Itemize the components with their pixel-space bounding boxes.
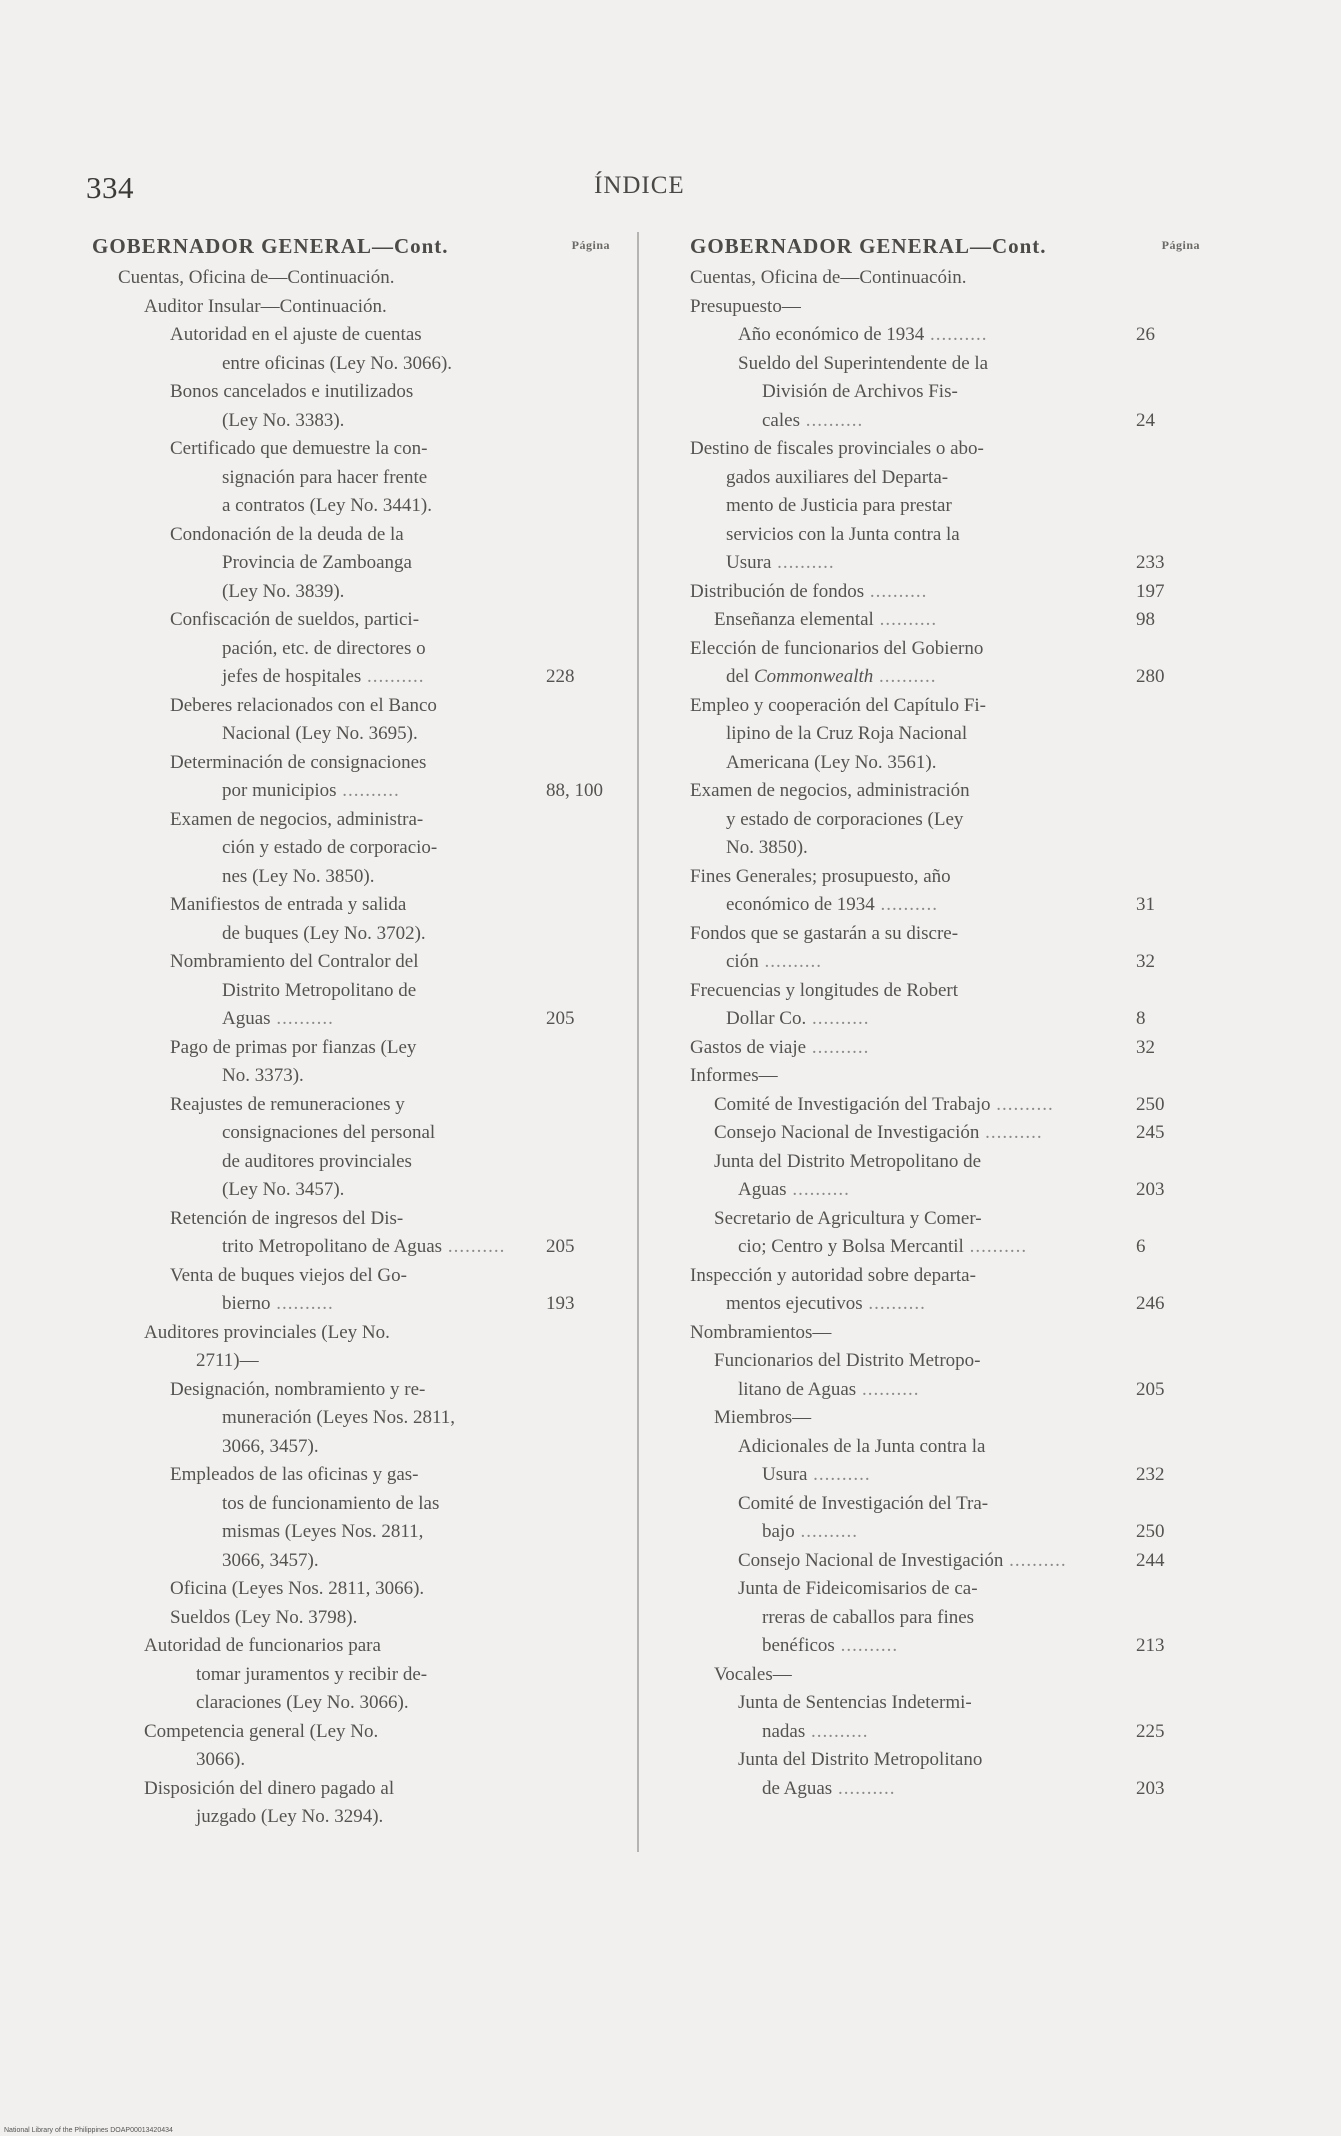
entry-line: ción .......... <box>726 951 822 972</box>
left-column <box>92 234 610 1832</box>
left-index-entry <box>92 1376 536 1462</box>
entry-line: Cuentas, Oficina de—Continuación. <box>118 267 395 288</box>
page-reference: 205 <box>546 1008 575 1029</box>
page-reference: 32 <box>1136 951 1155 972</box>
entry-line: Distrito Metropolitano de <box>222 979 417 1001</box>
entry-line: por municipios .......... <box>222 780 400 801</box>
right-index-entry <box>690 1148 1165 1205</box>
left-index-entry <box>92 1262 575 1319</box>
entry-line: lipino de la Cruz Roja Nacional <box>726 723 968 744</box>
entry-line: Usura .......... <box>762 1464 871 1485</box>
page-reference: 232 <box>1136 1464 1165 1485</box>
right-entry-list <box>690 264 1200 1803</box>
leader-dots: .......... <box>361 666 425 687</box>
right-index-entry <box>690 1062 1126 1091</box>
entry-line: del Commonwealth .......... <box>726 666 937 687</box>
entry-line: Autoridad de funcionarios para <box>144 1635 381 1656</box>
entry-line: juzgado (Ley No. 3294). <box>196 1806 384 1827</box>
page-reference: 197 <box>1136 580 1165 602</box>
page-number: 334 <box>86 170 134 205</box>
right-index-entry <box>690 1433 1165 1490</box>
entry-line: (Ley No. 3457). <box>222 1179 345 1200</box>
left-index-entry <box>92 1604 536 1633</box>
entry-line: Pago de primas por fianzas (Ley <box>170 1036 417 1058</box>
entry-line: Venta de buques viejos del Go- <box>170 1264 407 1286</box>
right-heading-text: GOBERNADOR GENERAL—Cont. <box>690 234 1047 258</box>
entry-line: Informes— <box>690 1065 778 1086</box>
left-index-entry <box>92 264 536 293</box>
column-divider <box>637 232 639 1852</box>
leader-dots: .......... <box>805 1720 869 1742</box>
leader-dots: .......... <box>270 1293 334 1314</box>
right-index-entry <box>690 293 1126 322</box>
leader-dots: .......... <box>806 1008 870 1029</box>
entry-line: Disposición del dinero pagado al <box>144 1777 395 1799</box>
entry-line: de auditores provinciales <box>222 1150 412 1172</box>
entry-line: Dollar Co. .......... <box>726 1008 870 1029</box>
right-index-entry <box>690 578 1165 607</box>
page-reference: 213 <box>1136 1635 1165 1656</box>
entry-line: Aguas .......... <box>222 1008 334 1029</box>
entry-line: servicios con la Junta contra la <box>726 523 960 545</box>
entry-line: Junta del Distrito Metropolitano de <box>714 1150 982 1172</box>
entry-line: Manifiestos de entrada y salida <box>170 894 407 915</box>
entry-line: Junta de Sentencias Indetermi- <box>738 1692 972 1713</box>
leader-dots: .......... <box>806 1036 870 1058</box>
page-reference: 31 <box>1136 894 1155 915</box>
entry-line: signación para hacer frente <box>222 466 428 488</box>
entry-line: Usura .......... <box>726 552 835 573</box>
leader-dots: .......... <box>758 951 822 972</box>
entry-line: a contratos (Ley No. 3441). <box>222 495 432 516</box>
page-reference: 250 <box>1136 1093 1165 1115</box>
right-index-entry <box>690 321 1155 350</box>
entry-line: Consejo Nacional de Investigación .......... <box>714 1122 1043 1143</box>
right-index-entry <box>690 1262 1165 1319</box>
left-heading-text: GOBERNADOR GENERAL—Cont. <box>92 234 449 258</box>
entry-line: Autoridad en el ajuste de cuentas <box>170 324 422 345</box>
entry-line: Auditor Insular—Continuación. <box>144 295 387 317</box>
entry-line: 3066). <box>196 1749 246 1770</box>
running-head: ÍNDICE <box>594 172 685 199</box>
entry-line: gados auxiliares del Departa- <box>726 466 949 488</box>
page-reference: 205 <box>546 1236 575 1257</box>
leader-dots: .......... <box>832 1777 896 1799</box>
right-index-entry <box>690 1746 1165 1803</box>
entry-line: Deberes relacionados con el Banco <box>170 694 437 716</box>
entry-line: Año económico de 1934 .......... <box>738 324 988 345</box>
page-reference: 203 <box>1136 1777 1165 1799</box>
entry-line: Examen de negocios, administra- <box>170 808 424 830</box>
right-column-heading <box>690 234 1200 264</box>
entry-line: Competencia general (Ley No. <box>144 1720 379 1742</box>
entry-line: litano de Aguas .......... <box>738 1378 920 1400</box>
entry-line: Consejo Nacional de Investigación .......... <box>738 1549 1067 1571</box>
entry-line: rreras de caballos para fines <box>762 1606 975 1628</box>
right-index-entry <box>690 1319 1126 1348</box>
entry-line: Reajustes de remuneraciones y <box>170 1093 405 1115</box>
entry-line: Certificado que demuestre la con- <box>170 438 428 459</box>
leader-dots: .......... <box>270 1008 334 1029</box>
right-index-entry <box>690 1205 1146 1262</box>
leader-dots: .......... <box>771 552 835 573</box>
leader-dots: .......... <box>442 1236 506 1257</box>
entry-line: (Ley No. 3383). <box>222 409 345 431</box>
leader-dots: .......... <box>864 580 928 602</box>
right-index-entry <box>690 435 1165 578</box>
entry-line: tomar juramentos y recibir de- <box>196 1663 428 1685</box>
entry-line: Comité de Investigación del Trabajo .......... <box>714 1093 1054 1115</box>
leader-dots: .......... <box>799 409 864 431</box>
leader-dots: .......... <box>990 1093 1054 1115</box>
left-index-entry <box>92 1091 536 1205</box>
left-index-entry <box>92 806 536 892</box>
entry-line: Nombramientos— <box>690 1321 832 1343</box>
right-index-entry <box>690 1547 1165 1576</box>
right-index-entry <box>690 1119 1165 1148</box>
leader-dots: .......... <box>874 894 939 915</box>
leader-dots: .......... <box>807 1464 871 1485</box>
entry-line: Miembros— <box>714 1407 812 1428</box>
entry-line: Frecuencias y longitudes de Robert <box>690 979 959 1001</box>
entry-line: División de Archivos Fis- <box>762 381 958 402</box>
right-index-entry <box>690 1689 1165 1746</box>
entry-line: Confiscación de sueldos, partici- <box>170 609 420 630</box>
leader-dots: .......... <box>786 1179 850 1200</box>
right-pagina-label: Página <box>1161 238 1200 252</box>
left-index-entry <box>92 1575 536 1604</box>
entry-line: Elección de funcionarios del Gobierno <box>690 637 984 659</box>
entry-line: de buques (Ley No. 3702). <box>222 922 426 944</box>
leader-dots: .......... <box>856 1378 920 1400</box>
entry-line: Inspección y autoridad sobre departa- <box>690 1264 976 1286</box>
entry-line: benéficos .......... <box>762 1635 899 1656</box>
entry-line: Presupuesto— <box>690 295 801 317</box>
left-index-entry <box>92 1632 536 1718</box>
entry-line: Auditores provinciales (Ley No. <box>144 1321 390 1343</box>
left-index-entry <box>92 749 603 806</box>
entry-line: cales .......... <box>762 409 864 431</box>
entry-line: Designación, nombramiento y re- <box>170 1378 426 1400</box>
entry-line: claraciones (Ley No. 3066). <box>196 1692 409 1713</box>
entry-line: 3066, 3457). <box>222 1435 319 1457</box>
page-reference: 6 <box>1136 1236 1146 1257</box>
entry-line: No. 3850). <box>726 837 808 858</box>
left-index-entry <box>92 1718 536 1775</box>
entry-line: Secretario de Agricultura y Comer- <box>714 1207 982 1229</box>
page-reference: 32 <box>1136 1036 1155 1058</box>
entry-line: Americana (Ley No. 3561). <box>726 751 937 773</box>
left-column-heading <box>92 234 610 264</box>
left-index-entry <box>92 891 536 948</box>
entry-line: (Ley No. 3839). <box>222 580 345 602</box>
entry-line: Provincia de Zamboanga <box>222 552 412 573</box>
entry-line: Comité de Investigación del Tra- <box>738 1492 989 1514</box>
entry-line: ción y estado de corporacio- <box>222 837 438 858</box>
page-reference: 244 <box>1136 1549 1165 1571</box>
footer-source: National Library of the Philippines DOAP00013420434 <box>4 2127 173 2134</box>
right-index-entry <box>690 1091 1165 1120</box>
right-index-entry <box>690 920 1155 977</box>
entry-line: Empleados de las oficinas y gas- <box>170 1464 419 1485</box>
page-reference: 26 <box>1136 324 1155 345</box>
left-index-entry <box>92 1775 536 1832</box>
entry-line: muneración (Leyes Nos. 2811, <box>222 1407 456 1428</box>
entry-line: Empleo y cooperación del Capítulo Fi- <box>690 694 987 716</box>
entry-line: Distribución de fondos .......... <box>690 580 928 602</box>
left-index-entry <box>92 1034 536 1091</box>
entry-line: cio; Centro y Bolsa Mercantil .......... <box>738 1236 1028 1257</box>
entry-line: de Aguas .......... <box>762 1777 896 1799</box>
leader-dots: .......... <box>794 1521 858 1542</box>
entry-line: tos de funcionamiento de las <box>222 1492 440 1514</box>
right-index-entry <box>690 635 1165 692</box>
right-index-entry <box>690 606 1155 635</box>
left-index-entry <box>92 321 536 378</box>
entry-line: Fines Generales; prosupuesto, año <box>690 865 951 887</box>
entry-line: Bonos cancelados e inutilizados <box>170 381 414 402</box>
right-index-entry <box>690 863 1155 920</box>
entry-line: Vocales— <box>714 1663 792 1685</box>
entry-line: Nombramiento del Contralor del <box>170 951 419 972</box>
page-reference: 250 <box>1136 1521 1165 1542</box>
entry-line: entre oficinas (Ley No. 3066). <box>222 352 453 374</box>
leader-dots: .......... <box>873 609 938 630</box>
entry-line: Examen de negocios, administración <box>690 780 970 801</box>
entry-line: Sueldo del Superintendente de la <box>738 352 989 374</box>
entry-line: Sueldos (Ley No. 3798). <box>170 1606 358 1628</box>
page-reference: 280 <box>1136 666 1165 687</box>
right-index-entry <box>690 1347 1165 1404</box>
left-index-entry <box>92 521 536 607</box>
left-index-entry <box>92 692 536 749</box>
right-index-entry <box>690 1490 1165 1547</box>
right-index-entry <box>690 264 1126 293</box>
entry-line: Aguas .......... <box>738 1179 850 1200</box>
page-reference: 233 <box>1136 552 1165 573</box>
page-reference: 228 <box>546 666 575 687</box>
entry-line: trito Metropolitano de Aguas .......... <box>222 1236 506 1257</box>
entry-line: Nacional (Ley No. 3695). <box>222 723 418 744</box>
entry-line: Cuentas, Oficina de—Continuacóin. <box>690 267 967 288</box>
left-index-entry <box>92 435 536 521</box>
page-reference: 98 <box>1136 609 1155 630</box>
entry-line: y estado de corporaciones (Ley <box>726 808 964 830</box>
right-index-entry <box>690 350 1155 436</box>
left-index-entry <box>92 1461 536 1575</box>
right-index-entry <box>690 1575 1165 1661</box>
right-index-entry <box>690 977 1146 1034</box>
entry-line: bierno .......... <box>222 1293 334 1314</box>
leader-dots: .......... <box>862 1293 926 1314</box>
right-index-entry <box>690 692 1126 778</box>
left-index-entry <box>92 1319 536 1376</box>
entry-line: nadas .......... <box>762 1720 869 1742</box>
entry-line: Gastos de viaje .......... <box>690 1036 870 1058</box>
left-pagina-label: Página <box>571 238 610 252</box>
right-index-entry <box>690 777 1126 863</box>
left-index-entry <box>92 293 536 322</box>
right-column <box>690 234 1200 1803</box>
left-index-entry <box>92 606 575 692</box>
entry-line: jefes de hospitales .......... <box>222 666 425 687</box>
leader-dots: .......... <box>873 666 937 687</box>
leader-dots: .......... <box>336 780 400 801</box>
leader-dots: .......... <box>834 1635 899 1656</box>
leader-dots: .......... <box>963 1236 1028 1257</box>
page-reference: 193 <box>546 1293 575 1314</box>
entry-line: Enseñanza elemental .......... <box>714 609 938 630</box>
entry-line: Determinación de consignaciones <box>170 751 427 773</box>
left-entry-list <box>92 264 610 1832</box>
entry-line: mismas (Leyes Nos. 2811, <box>222 1521 424 1542</box>
entry-line: Retención de ingresos del Dis- <box>170 1207 404 1229</box>
page-reference: 205 <box>1136 1378 1165 1400</box>
entry-line: Destino de fiscales provinciales o abo- <box>690 438 984 459</box>
entry-line: mentos ejecutivos .......... <box>726 1293 926 1314</box>
entry-line: Junta del Distrito Metropolitano <box>738 1749 983 1770</box>
entry-line: bajo .......... <box>762 1521 858 1542</box>
entry-line: nes (Ley No. 3850). <box>222 865 375 887</box>
entry-line: Fondos que se gastarán a su discre- <box>690 922 959 944</box>
entry-line: Junta de Fideicomisarios de ca- <box>738 1578 978 1599</box>
right-index-entry <box>690 1404 1126 1433</box>
left-index-entry <box>92 378 536 435</box>
entry-line: consignaciones del personal <box>222 1122 436 1143</box>
left-index-entry <box>92 1205 575 1262</box>
entry-line: Adicionales de la Junta contra la <box>738 1435 986 1457</box>
left-index-entry <box>92 948 575 1034</box>
entry-line: Funcionarios del Distrito Metropo- <box>714 1350 981 1371</box>
entry-line: 3066, 3457). <box>222 1549 319 1571</box>
right-index-entry <box>690 1661 1126 1690</box>
leader-dots: .......... <box>1003 1549 1067 1571</box>
leader-dots: .......... <box>979 1122 1043 1143</box>
entry-line: económico de 1934 .......... <box>726 894 939 915</box>
page-reference: 24 <box>1136 409 1155 431</box>
page-reference: 8 <box>1136 1008 1146 1029</box>
page-reference: 245 <box>1136 1122 1165 1143</box>
entry-line: 2711)— <box>196 1350 259 1371</box>
entry-line: pación, etc. de directores o <box>222 637 426 659</box>
right-index-entry <box>690 1034 1155 1063</box>
page-reference: 246 <box>1136 1293 1165 1314</box>
entry-line: Oficina (Leyes Nos. 2811, 3066). <box>170 1578 425 1599</box>
entry-line: Condonación de la deuda de la <box>170 523 404 545</box>
page-reference: 88, 100 <box>546 780 603 801</box>
entry-line: No. 3373). <box>222 1065 304 1086</box>
page-reference: 225 <box>1136 1720 1165 1742</box>
page-reference: 203 <box>1136 1179 1165 1200</box>
leader-dots: .......... <box>924 324 988 345</box>
entry-line: mento de Justicia para prestar <box>726 495 952 516</box>
